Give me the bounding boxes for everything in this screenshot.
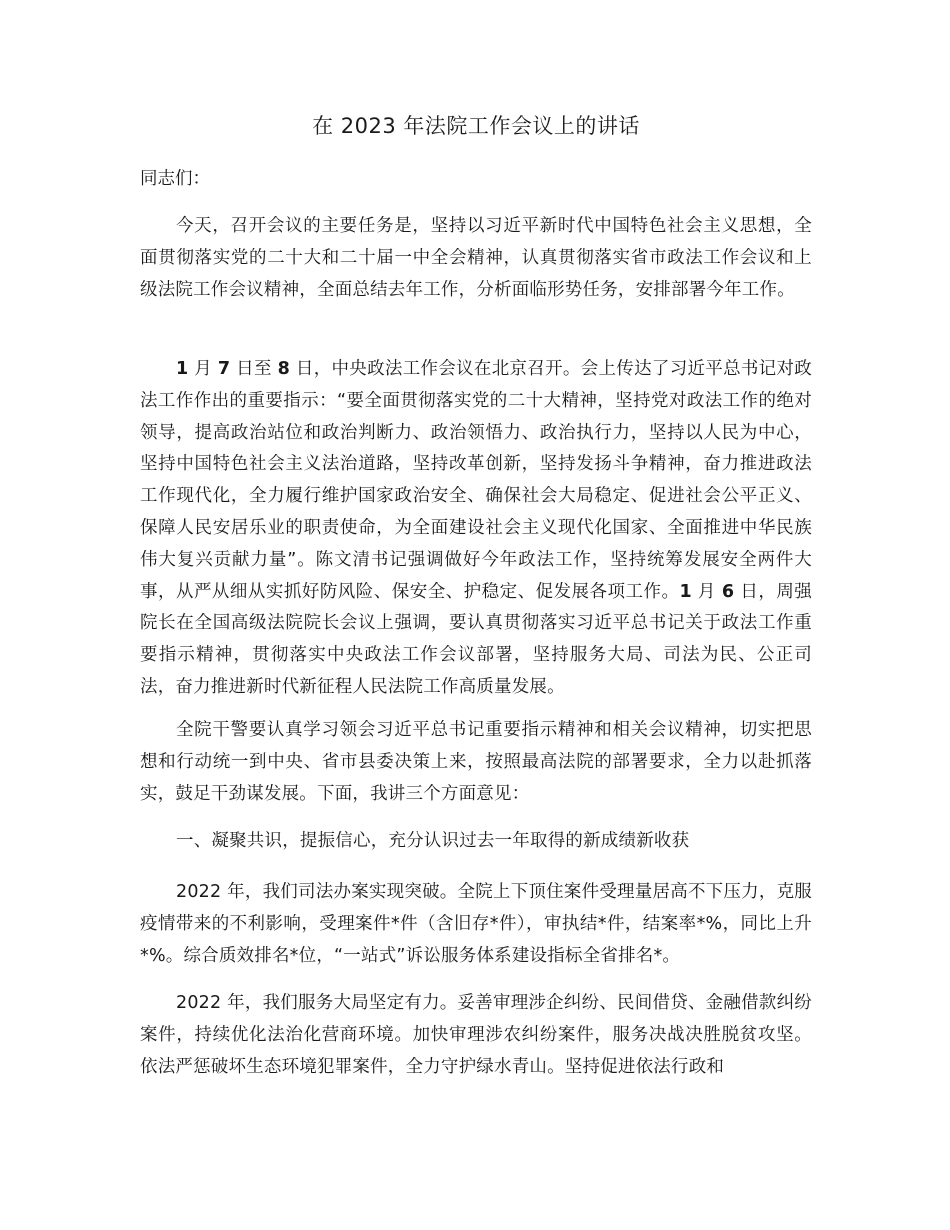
date-number: 8 bbox=[277, 359, 291, 379]
date-number: 1 bbox=[176, 359, 189, 379]
paragraph-text: 月 bbox=[188, 359, 218, 379]
date-number: 1 bbox=[679, 581, 692, 602]
paragraph-intro: 今天，召开会议的主要任务是，坚持以习近平新时代中国特色社会主义思想，全面贯彻落实党的二十大和二十届一中全会精神，认真贯彻落实省市政法工作会议和上级法院工作会议精神，全面总结去年工作，分析面临形势任务，安排部署今年工作。 bbox=[140, 216, 812, 300]
paragraph-conference bbox=[140, 354, 812, 704]
paragraph-text: 日至 bbox=[230, 359, 278, 379]
document-title: 在 2023 年法院工作会议上的讲话 bbox=[312, 114, 640, 138]
date-number: 6 bbox=[721, 581, 735, 602]
greeting: 同志们： bbox=[140, 169, 210, 189]
paragraph-text: 日，周强院长在全国高级法院院长会议上强调，要认真贯彻落实习近平总书记关于政法工作重要指示精神，贯彻落实中央政法工作会议部署，坚持服务大局、司法为民、公正司法，奋力推进新时代新征程人民法院工作高质量发展。 bbox=[140, 581, 813, 697]
paragraph-text: 月 bbox=[691, 581, 722, 602]
paragraph-text: 日，中央政法工作会议在北京召开。会上传达了习近平总书记对政法工作作出的重要指示：“要全面贯彻落实党的二十大精神，坚持党对政法工作的绝对领导，提高政治站位和政治判断力、政治领悟力、政治执行力，坚持以人民为中心，坚持中国特色社会主义法治道路，坚持改革创新，坚持发扬斗争精神，奋力推进政法工作现代化，全力履行维护国家政治安全、确保社会大局稳定、促进社会公平正义、保障人民安居乐业的职责使命，为全面建设社会主义现代化国家、全面推进中华民族伟大复兴贡献力量”。陈文清书记强调做好今年政法工作，坚持统筹发展安全两件大事，从严从细从实抓好防风险、保安全、护稳定、促发展各项工作。 bbox=[140, 359, 812, 602]
paragraph-serving-overall: 2022 年，我们服务大局坚定有力。妥善审理涉企纠纷、民间借贷、金融借款纠纷案件，持续优化法治化营商环境。加快审理涉农纠纷案件，服务决战决胜脱贫攻坚。依法严惩破坏生态环境犯罪案件，全力守护绿水青山。坚持促进依法行政和 bbox=[140, 993, 812, 1077]
paragraph-study: 全院干警要认真学习领会习近平总书记重要指示精神和相关会议精神，切实把思想和行动统一到中央、省市县委决策上来，按照最高法院的部署要求，全力以赴抓落实，鼓足干劲谋发展。下面，我讲三个方面意见： bbox=[140, 720, 812, 804]
date-number: 7 bbox=[217, 359, 231, 379]
paragraph-case-handling: 2022 年，我们司法办案实现突破。全院上下顶住案件受理量居高不下压力，克服疫情带来的不利影响，受理案件*件（含旧存*件），审执结*件，结案率*%，同比上升*%。综合质效排名*位，“一站式”诉讼服务体系建设指标全省排名*。 bbox=[140, 882, 812, 966]
section-heading-1: 一、凝聚共识，提振信心，充分认识过去一年取得的新成绩新收获 bbox=[176, 831, 690, 851]
